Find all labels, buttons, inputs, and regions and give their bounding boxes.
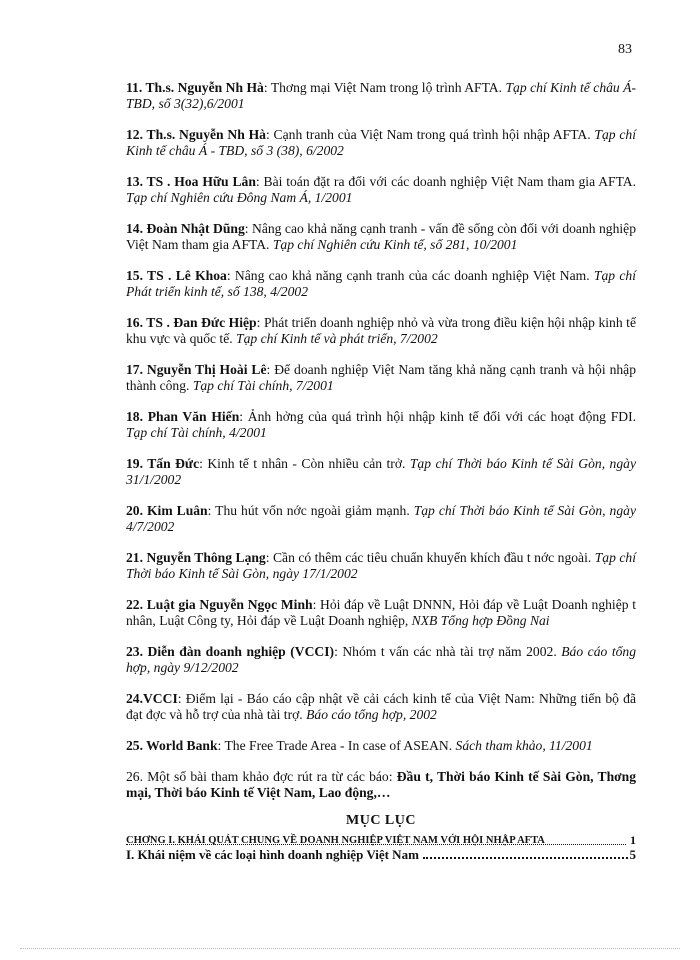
reference-author: 22. Luật gia Nguyễn Ngọc Minh bbox=[126, 597, 313, 612]
page-number: 83 bbox=[618, 42, 632, 57]
reference-text: : Điểm lại - Báo cáo cập nhật về cải cách kinh tế của Việt Nam: Những tiến bộ đã đạt đợc và hỗ trợ của nhà tài trợ. bbox=[126, 691, 636, 722]
toc-chapter[interactable] bbox=[126, 835, 636, 846]
reference-author: 23. Diễn đàn doanh nghiệp (VCCI) bbox=[126, 644, 335, 659]
reference-text: : Ảnh hởng của quá trình hội nhập kinh tế đối với các hoạt động FDI. bbox=[239, 409, 636, 424]
reference-item bbox=[126, 769, 636, 801]
reference-text: 26. Một số bài tham khảo đợc rút ra từ các báo: bbox=[126, 769, 397, 784]
toc-leader bbox=[126, 844, 626, 845]
toc-chapter-label: CHƠNG I. KHÁI QUÁT CHUNG VỀ DOANH NGHIỆP VIỆT NAM VỚI HỘI NHẬP AFTA bbox=[126, 835, 545, 846]
reference-source: Tạp chí Tài chính, 4/2001 bbox=[126, 425, 267, 440]
reference-author: 14. Đoàn Nhật Dũng bbox=[126, 221, 245, 236]
toc-entry-label: I. Khái niệm về các loại hình doanh nghiệp Việt Nam bbox=[126, 847, 419, 862]
reference-item bbox=[126, 409, 636, 441]
reference-author: 25. World Bank bbox=[126, 738, 218, 753]
reference-source: Tạp chí Thời báo Kinh tế Sài Gòn, ngày 31/1/2002 bbox=[126, 456, 636, 487]
reference-list bbox=[126, 80, 636, 816]
table-of-contents bbox=[126, 813, 636, 863]
toc-chapter-page: 1 bbox=[630, 833, 636, 847]
reference-text: : Để doanh nghiệp Việt Nam tăng khả năng cạnh tranh và hội nhập thành công. bbox=[126, 362, 636, 393]
reference-item bbox=[126, 80, 636, 112]
reference-source: Tạp chí Nghiên cứu Đông Nam Á, 1/2001 bbox=[126, 190, 353, 205]
reference-item bbox=[126, 691, 636, 723]
reference-text: : Bài toán đặt ra đối với các doanh nghiệp Việt Nam tham gia AFTA. bbox=[255, 174, 636, 189]
reference-source: Tạp chí Kinh tế châu Á - TBD, số 3 (38), 6/2002 bbox=[126, 127, 636, 158]
reference-text: : Nâng cao khả năng cạnh tranh - vấn đề sống còn đối với doanh nghiệp Việt Nam tham gia AFTA. bbox=[126, 221, 637, 252]
toc-entry[interactable] bbox=[126, 847, 636, 863]
reference-author: 21. Nguyễn Thông Lạng bbox=[126, 550, 266, 565]
reference-item bbox=[126, 597, 636, 629]
reference-source: Tạp chí Kinh tế và phát triển, 7/2002 bbox=[236, 331, 438, 346]
reference-source: Báo cáo tổng hợp, 2002 bbox=[306, 707, 437, 722]
page-bottom-divider bbox=[20, 948, 680, 949]
reference-author: 18. Phan Văn Hiến bbox=[126, 409, 240, 424]
reference-author: 11. Th.s. Nguyễn Nh Hà bbox=[126, 80, 264, 95]
reference-sources-bold: Đầu t, Thời báo Kinh tế Sài Gòn, Thơng mại, Thời báo Kinh tế Việt Nam, Lao động,… bbox=[126, 769, 637, 800]
reference-item bbox=[126, 738, 636, 754]
reference-text: : Cạnh tranh của Việt Nam trong quá trình hội nhập AFTA. bbox=[265, 127, 595, 142]
reference-item bbox=[126, 221, 636, 253]
reference-author: 16. TS . Đan Đức Hiệp bbox=[126, 315, 257, 330]
reference-item bbox=[126, 362, 636, 394]
reference-author: 12. Th.s. Nguyễn Nh Hà bbox=[126, 127, 266, 142]
reference-source: NXB Tổng hợp Đồng Nai bbox=[411, 613, 550, 628]
reference-author: 17. Nguyễn Thị Hoài Lê bbox=[126, 362, 267, 377]
reference-author: 20. Kim Luân bbox=[126, 503, 208, 518]
toc-title: MỤC LỤC bbox=[346, 813, 416, 828]
reference-item bbox=[126, 550, 636, 582]
reference-source: Sách tham khảo, 11/2001 bbox=[455, 738, 593, 753]
reference-author: 13. TS . Hoa Hữu Lân bbox=[126, 174, 256, 189]
reference-item bbox=[126, 174, 636, 206]
reference-item bbox=[126, 644, 636, 676]
reference-source: Tạp chí Thời báo Kinh tế Sài Gòn, ngày 4/7/2002 bbox=[126, 503, 636, 534]
reference-text: : The Free Trade Area - In case of ASEAN. bbox=[217, 738, 456, 753]
reference-source: Tạp chí Thời báo Kinh tế Sài Gòn, ngày 17/1/2002 bbox=[126, 550, 636, 581]
reference-item bbox=[126, 456, 636, 488]
reference-text: : Hỏi đáp về Luật DNNN, Hỏi đáp về Luật Doanh nghiệp t nhân, Luật Công ty, Hỏi đáp về Luật Doanh nghiệp, bbox=[126, 597, 636, 628]
toc-entry-page: 5 bbox=[629, 847, 636, 862]
reference-item bbox=[126, 503, 636, 535]
reference-text: : Thơng mại Việt Nam trong lộ trình AFTA. bbox=[263, 80, 506, 95]
reference-author: 24.VCCI bbox=[126, 691, 178, 706]
reference-text: : Nâng cao khả năng cạnh tranh của các doanh nghiệp Việt Nam. bbox=[226, 268, 594, 283]
reference-author: 15. TS . Lê Khoa bbox=[126, 268, 227, 283]
reference-text: : Nhóm t vấn các nhà tài trợ năm 2002. bbox=[334, 644, 562, 659]
toc-leader bbox=[423, 857, 628, 859]
reference-author: 19. Tấn Đức bbox=[126, 456, 200, 471]
reference-source: Tạp chí Tài chính, 7/2001 bbox=[192, 378, 334, 393]
reference-text: : Cần có thêm các tiêu chuẩn khuyến khích đầu t nớc ngoài. bbox=[265, 550, 595, 565]
reference-item bbox=[126, 268, 636, 300]
reference-item bbox=[126, 315, 636, 347]
reference-text: : Kinh tế t nhân - Còn nhiều cản trở. bbox=[199, 456, 410, 471]
reference-item bbox=[126, 127, 636, 159]
reference-source: Tạp chí Nghiên cứu Kinh tế, số 281, 10/2001 bbox=[272, 237, 518, 252]
reference-source: Tạp chí Phát triển kinh tế, số 138, 4/2002 bbox=[126, 268, 636, 299]
reference-text: : Thu hút vốn nớc ngoài giảm mạnh. bbox=[207, 503, 414, 518]
reference-source: Tạp chí Kinh tế châu Á- TBD, số 3(32),6/2001 bbox=[126, 80, 636, 111]
reference-source: Báo cáo tổng hợp, ngày 9/12/2002 bbox=[126, 644, 636, 675]
reference-text: : Phát triển doanh nghiệp nhỏ và vừa trong điều kiện hội nhập kinh tế khu vực và quốc tế. bbox=[126, 315, 636, 346]
